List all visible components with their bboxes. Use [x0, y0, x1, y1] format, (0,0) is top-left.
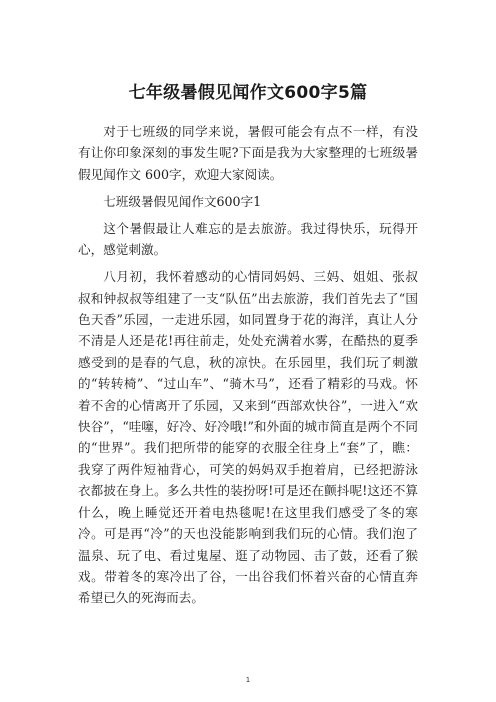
body-paragraph: 这个暑假最让人难忘的是去旅游。我过得快乐，玩得开心，感觉刺激。: [78, 220, 418, 258]
intro-paragraph: 对于七班级的同学来说，暑假可能会有点不一样，有没有让你印象深刻的事发生呢?下面是我为大家整理的七班级暑假见闻作文 600字，欢迎大家阅读。: [78, 124, 418, 182]
page-number: 1: [245, 676, 251, 684]
body-paragraph: 八月初，我怀着感动的心情同妈妈、三妈、姐姐、张叔叔和钟叔叔等组建了一支“队伍”出去旅游，我们首先去了“国色天香”乐园，一走进乐园，如同置身于花的海洋，真让人分不清是人还是花!再往前走，处处充满着水雾，在酷热的夏季感受到的是春的气息，秋的凉快。在乐园里，我们玩了刺激的“转转椅”、“过山车”、“骑木马”，还看了精彩的马戏。怀着不舍的心情离开了乐园，又来到“西部欢快谷”，一进入“欢快谷”，“哇噻，好冷、好冷哦!”和外面的城市简直是两个不同的“世界”。我们把所带的能穿的衣服全往身上“套”了，瞧：我穿了两件短袖背心，可笑的妈妈双手抱着肩，已经把游泳衣都披在身上。多么共性的装扮呀!可是还在颤抖呢!这还不算什么，晚上睡觉还开着电热毯呢!在这里我们感受了冬的寒冷。可是再“冷”的天也没能影响到我们玩的心情。我们泡了温泉、玩了电、看过鬼屋、逛了动物园、击了鼓，还看了猴戏。带着冬的寒冷出了谷，一出谷我们怀着兴奋的心情直奔希望已久的死海而去。: [78, 269, 418, 606]
document-title: 七年级暑假见闻作文600字5篇: [128, 83, 368, 103]
document-body: [78, 121, 418, 614]
section-heading: 七班级暑假见闻作文600字1: [103, 193, 262, 209]
